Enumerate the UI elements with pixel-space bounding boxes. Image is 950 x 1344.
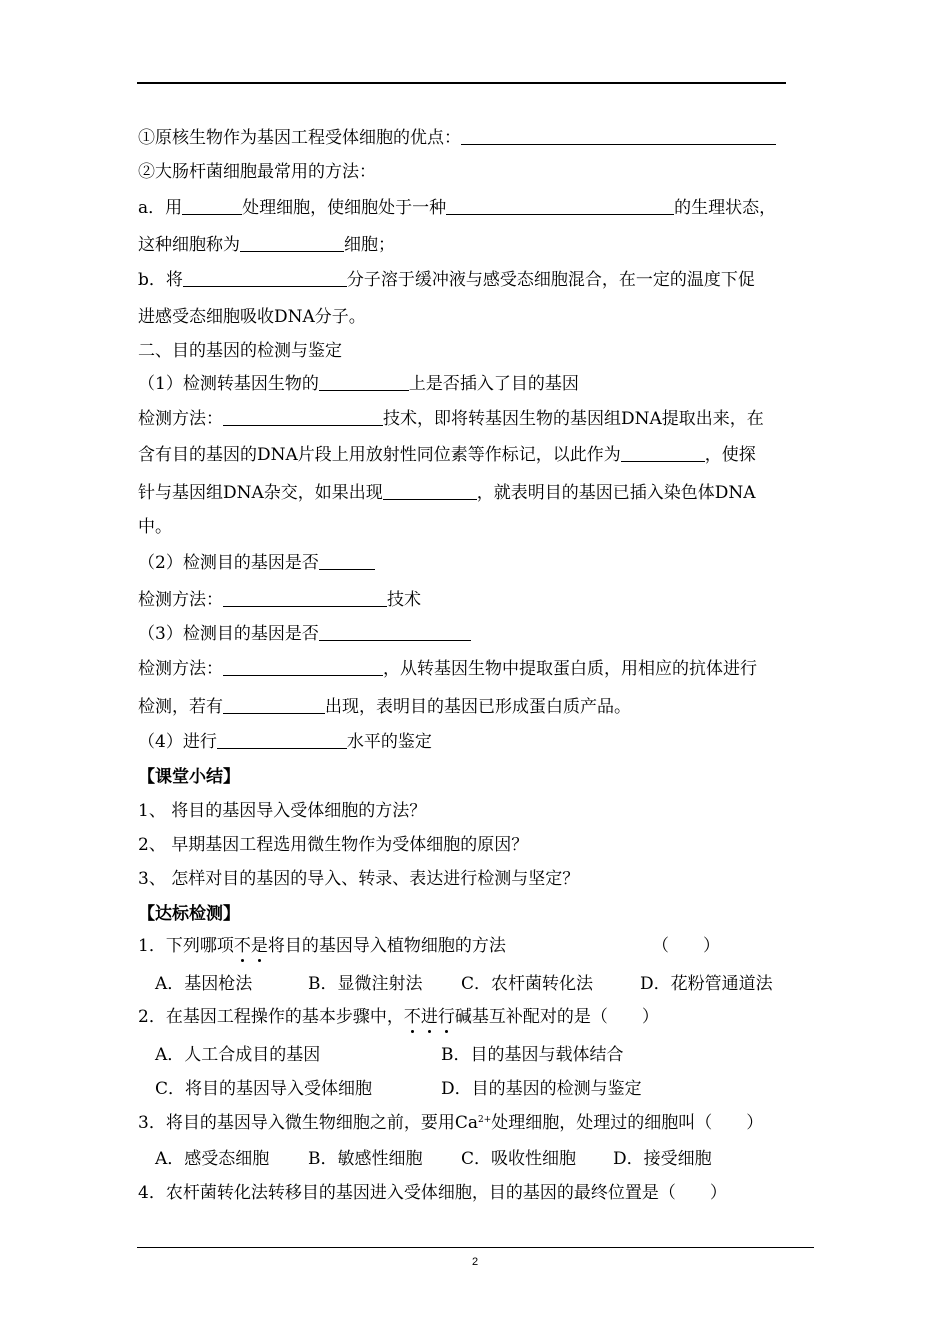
option-c[interactable]	[155, 1076, 372, 1102]
item-text: 3、 怎样对目的基因的导入、转录、表达进行检测与坚定？	[138, 869, 580, 889]
option-text: A．基因枪法	[155, 974, 253, 994]
option-d[interactable]	[441, 1076, 642, 1102]
text-line	[138, 480, 756, 506]
answer-blank[interactable]	[223, 407, 383, 426]
line-text: 技术	[387, 590, 421, 610]
summary-item	[138, 832, 528, 858]
emphasis-text: 不	[233, 936, 251, 956]
text-line	[138, 267, 755, 293]
option-text: C．农杆菌转化法	[461, 974, 594, 994]
text-line	[138, 656, 757, 682]
section-heading	[138, 338, 342, 364]
superscript-text: 2+	[477, 1115, 492, 1125]
option-a[interactable]	[155, 1146, 269, 1172]
line-text: 出现，表明目的基因已形成蛋白质产品。	[325, 697, 631, 717]
question-text: 处理细胞，处理过的细胞叫（ ）	[491, 1113, 764, 1133]
text-line	[138, 514, 172, 540]
answer-blank[interactable]	[461, 126, 776, 145]
line-text: 进感受态细胞吸收DNA分子。	[138, 307, 366, 327]
line-text: 检测方法：	[138, 409, 223, 429]
question-text: 1．下列哪项	[138, 936, 234, 956]
question-3	[138, 1110, 763, 1136]
line-text: 检测方法：	[138, 590, 223, 610]
line-text: 二、目的基因的检测与鉴定	[138, 341, 342, 361]
header-rule	[137, 82, 786, 84]
question-text: 4．农杆菌转化法转移目的基因进入受体细胞，目的基因的最终位置是（ ）	[138, 1183, 727, 1203]
line-text: 检测，若有	[138, 697, 223, 717]
question-4	[138, 1180, 727, 1206]
question-1	[138, 933, 506, 959]
option-text: D．花粉管通道法	[640, 974, 773, 994]
line-text: （3）检测目的基因是否	[138, 624, 319, 644]
option-c[interactable]	[461, 971, 593, 997]
text-line	[138, 694, 631, 720]
emphasis-text: 进	[420, 1007, 438, 1027]
line-text: （1）检测转基因生物的	[138, 374, 319, 394]
answer-blank[interactable]	[446, 196, 674, 215]
line-text: 细胞；	[344, 235, 395, 255]
option-text: C．将目的基因导入受体细胞	[155, 1079, 373, 1099]
option-text: B．显微注射法	[308, 974, 423, 994]
option-d[interactable]	[640, 971, 773, 997]
option-text: B．目的基因与载体结合	[441, 1045, 624, 1065]
option-text: C．吸收性细胞	[461, 1149, 577, 1169]
item-text: 1、 将目的基因导入受体细胞的方法？	[138, 801, 427, 821]
text-line	[138, 442, 756, 468]
answer-blank[interactable]	[183, 268, 347, 287]
answer-blank[interactable]	[182, 196, 242, 215]
line-text: ，使探	[704, 445, 756, 465]
line-text: 中。	[138, 517, 172, 537]
emphasis-text: 行	[437, 1007, 455, 1027]
text-line	[138, 729, 432, 755]
line-text: 处理细胞，使细胞处于一种	[242, 198, 447, 218]
line-text: b．将	[138, 270, 183, 290]
text-line	[138, 621, 471, 647]
text-line	[138, 587, 421, 613]
text-line	[138, 159, 376, 185]
question-text: 3．将目的基因导入微生物细胞之前，要用Ca	[138, 1113, 478, 1133]
answer-blank[interactable]	[223, 695, 325, 714]
option-text: B．敏感性细胞	[308, 1149, 423, 1169]
answer-blank[interactable]	[217, 730, 347, 749]
answer-blank[interactable]	[621, 443, 705, 462]
option-text: A．感受态细胞	[155, 1149, 270, 1169]
test-heading	[138, 901, 240, 927]
line-text: 检测方法：	[138, 659, 223, 679]
answer-blank[interactable]	[319, 551, 375, 570]
option-text: A．人工合成目的基因	[155, 1045, 321, 1065]
summary-item	[138, 798, 426, 824]
line-text: ②大肠杆菌细胞最常用的方法：	[138, 162, 376, 182]
option-a[interactable]	[155, 1042, 320, 1068]
footer-rule	[137, 1247, 814, 1248]
summary-item	[138, 866, 579, 892]
emphasis-text: 是	[250, 936, 268, 956]
option-text: D．接受细胞	[613, 1149, 712, 1169]
option-text: D．目的基因的检测与鉴定	[441, 1079, 642, 1099]
option-b[interactable]	[441, 1042, 624, 1068]
text-line	[138, 304, 366, 330]
answer-paren	[652, 933, 720, 959]
option-b[interactable]	[308, 971, 423, 997]
line-text: a．用	[138, 198, 183, 218]
text-line	[138, 195, 776, 221]
paren-text: （ ）	[652, 936, 720, 956]
emphasis-text: 不	[403, 1007, 421, 1027]
line-text: 水平的鉴定	[346, 732, 432, 752]
summary-heading	[138, 764, 240, 790]
line-text: （4）进行	[138, 732, 217, 752]
answer-blank[interactable]	[319, 372, 409, 391]
line-text: 针与基因组DNA杂交，如果出现	[138, 483, 383, 503]
text-line	[138, 371, 579, 397]
answer-blank[interactable]	[223, 657, 383, 676]
answer-blank[interactable]	[383, 481, 477, 500]
question-text: 将目的基因导入植物细胞的方法	[267, 936, 506, 956]
answer-blank[interactable]	[319, 622, 471, 641]
page-number: 2	[471, 1256, 479, 1268]
option-d[interactable]	[613, 1146, 712, 1172]
line-text: 上是否插入了目的基因	[408, 374, 579, 394]
heading-text: 【课堂小结】	[138, 767, 240, 787]
text-line	[138, 550, 375, 576]
text-line	[138, 125, 776, 151]
line-text: 的生理状态，	[674, 198, 777, 218]
option-a[interactable]	[155, 971, 252, 997]
heading-text: 【达标检测】	[138, 904, 240, 924]
line-text: ，就表明目的基因已插入染色体DNA	[476, 483, 756, 503]
line-text: ，从转基因生物中提取蛋白质，用相应的抗体进行	[383, 659, 757, 679]
line-text: 这种细胞称为	[138, 235, 240, 255]
question-text: 碱基互补配对的是（ ）	[454, 1007, 659, 1027]
text-line	[138, 406, 764, 432]
answer-blank[interactable]	[240, 233, 344, 252]
question-2	[138, 1004, 659, 1030]
line-text: 含有目的基因的DNA片段上用放射性同位素等作标记，以此作为	[138, 445, 621, 465]
option-b[interactable]	[308, 1146, 423, 1172]
text-line	[138, 232, 395, 258]
question-text: 2．在基因工程操作的基本步骤中，	[138, 1007, 404, 1027]
option-c[interactable]	[461, 1146, 576, 1172]
line-text: 分子溶于缓冲液与感受态细胞混合，在一定的温度下促	[346, 270, 755, 290]
item-text: 2、 早期基因工程选用微生物作为受体细胞的原因？	[138, 835, 529, 855]
answer-blank[interactable]	[223, 588, 387, 607]
line-text: 技术，即将转基因生物的基因组DNA提取出来，在	[383, 409, 764, 429]
line-text: ①原核生物作为基因工程受体细胞的优点：	[138, 128, 461, 148]
line-text: （2）检测目的基因是否	[138, 553, 319, 573]
